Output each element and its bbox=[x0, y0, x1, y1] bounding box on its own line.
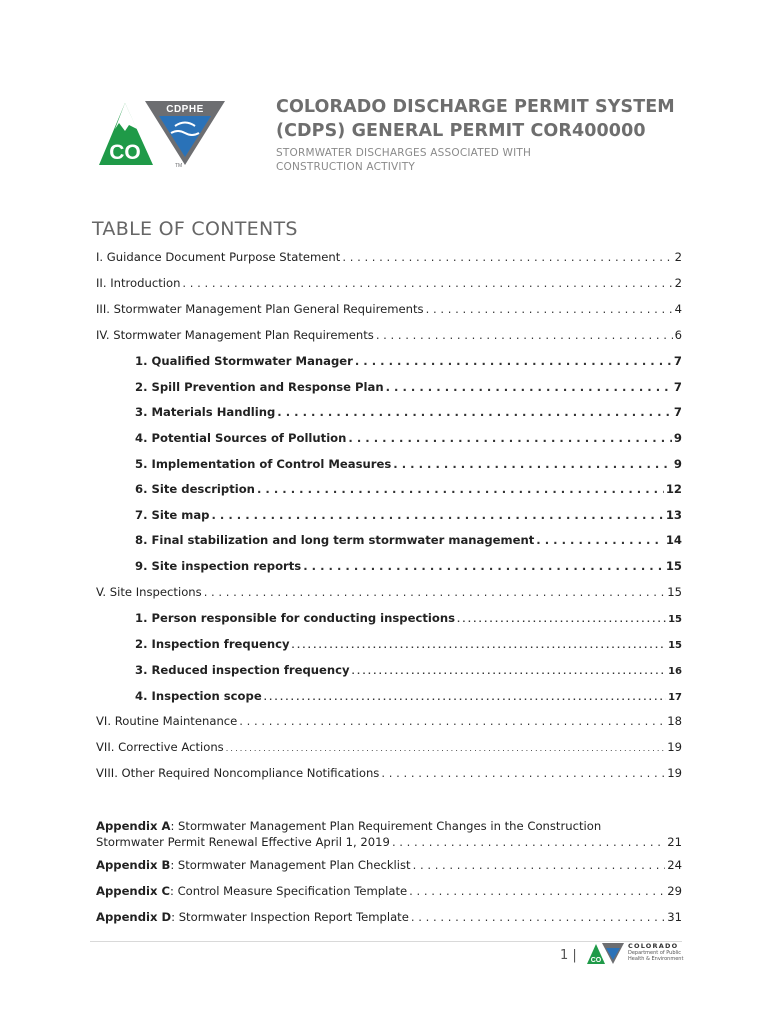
toc-leader bbox=[352, 667, 666, 676]
toc-entry-label: 3. Reduced inspection frequency bbox=[135, 663, 350, 677]
toc-entry-label: I. Guidance Document Purpose Statement bbox=[96, 250, 341, 264]
appendix-text: : Control Measure Specification Template bbox=[169, 884, 408, 898]
document-header bbox=[276, 95, 696, 174]
toc-subentry[interactable] bbox=[135, 431, 682, 449]
toc-leader bbox=[376, 328, 673, 342]
toc-entry-label: 2. Inspection frequency bbox=[135, 637, 290, 651]
toc-leader bbox=[411, 910, 665, 924]
appendix-page: 31 bbox=[667, 910, 682, 924]
toc-subentry[interactable] bbox=[135, 611, 682, 629]
toc-entry-page: 15 bbox=[668, 614, 682, 625]
toc-entry-label: IV. Stormwater Management Plan Requirements bbox=[96, 328, 374, 342]
toc-entry-page: 4 bbox=[674, 302, 682, 316]
footer-org-line2: Department of Public bbox=[628, 950, 682, 956]
toc-subentry[interactable] bbox=[135, 482, 682, 500]
toc-leader bbox=[392, 835, 665, 849]
toc-entry[interactable] bbox=[96, 276, 682, 294]
toc-entry-label: III. Stormwater Management Plan General Requirements bbox=[96, 302, 424, 316]
toc-entry-page: 15 bbox=[668, 640, 682, 651]
toc-subentry[interactable] bbox=[135, 380, 682, 398]
toc-leader bbox=[457, 615, 666, 624]
appendix-page: 21 bbox=[667, 835, 682, 849]
toc-entry-label: 8. Final stabilization and long term stormwater management bbox=[135, 533, 535, 547]
toc-entry[interactable] bbox=[96, 740, 682, 758]
toc-leader bbox=[348, 431, 672, 445]
appendix-text: : Stormwater Inspection Report Template bbox=[171, 910, 409, 924]
toc-entry[interactable] bbox=[96, 766, 682, 784]
toc-entry-label: 5. Implementation of Control Measures bbox=[135, 457, 392, 471]
toc-subentry[interactable] bbox=[135, 689, 682, 707]
appendix-label: Appendix D bbox=[96, 910, 172, 924]
toc-entry[interactable] bbox=[96, 250, 682, 268]
cdphe-logo bbox=[97, 99, 227, 169]
toc-leader bbox=[342, 250, 672, 264]
toc-entry-page: 12 bbox=[665, 482, 682, 496]
toc-entry-page: 13 bbox=[665, 508, 682, 522]
toc-leader bbox=[292, 641, 667, 650]
toc-entry-label: VIII. Other Required Noncompliance Notifications bbox=[96, 766, 380, 780]
logo-tm-text: TM bbox=[175, 163, 183, 169]
toc-entry-page: 17 bbox=[668, 692, 682, 703]
toc-entry-page: 19 bbox=[667, 766, 682, 780]
toc-entry-page: 9 bbox=[673, 457, 682, 471]
toc-leader bbox=[355, 354, 672, 368]
appendix-label: Appendix B bbox=[96, 858, 171, 872]
toc-entry-label: 1. Qualified Stormwater Manager bbox=[135, 354, 353, 368]
toc-subentry[interactable] bbox=[135, 508, 682, 526]
appendix-page: 24 bbox=[667, 858, 682, 872]
toc-entry-page: 19 bbox=[667, 740, 682, 754]
toc-subentry[interactable] bbox=[135, 354, 682, 372]
toc-entry-label: 6. Site description bbox=[135, 482, 255, 496]
toc-leader bbox=[257, 482, 664, 496]
toc-entry-label: VII. Corrective Actions bbox=[96, 740, 224, 754]
toc-entry-label: II. Introduction bbox=[96, 276, 181, 290]
appendix-text-cont: Stormwater Permit Renewal Effective April 1, 2019 bbox=[96, 835, 390, 849]
toc-leader bbox=[393, 457, 672, 471]
toc-leader bbox=[386, 380, 672, 394]
toc-leader bbox=[277, 405, 672, 419]
toc-entry-label: 2. Spill Prevention and Response Plan bbox=[135, 380, 384, 394]
appendix-a-entry[interactable] bbox=[96, 817, 682, 853]
permit-title-line2: (CDPS) GENERAL PERMIT COR400000 bbox=[276, 121, 646, 141]
logo-cdphe-text: CDPHE bbox=[166, 104, 204, 115]
toc-leader bbox=[264, 693, 666, 702]
toc-entry-page: 9 bbox=[673, 431, 682, 445]
appendix-c-entry[interactable] bbox=[96, 884, 682, 902]
toc-entry[interactable] bbox=[96, 585, 682, 603]
toc-leader bbox=[413, 858, 666, 872]
toc-entry-label: V. Site Inspections bbox=[96, 585, 202, 599]
svg-text:CO: CO bbox=[590, 957, 602, 964]
permit-subtitle-line2: CONSTRUCTION ACTIVITY bbox=[276, 161, 415, 173]
toc-entry-label: 4. Potential Sources of Pollution bbox=[135, 431, 347, 445]
toc-entry-page: 14 bbox=[665, 533, 682, 547]
toc-leader bbox=[226, 744, 666, 753]
toc-entry-page: 7 bbox=[673, 380, 682, 394]
toc-leader bbox=[426, 302, 673, 316]
toc-entry-page: 2 bbox=[674, 250, 682, 264]
toc-entry-page: 6 bbox=[674, 328, 682, 342]
toc-entry-page: 7 bbox=[673, 354, 682, 368]
toc-entry-label: 7. Site map bbox=[135, 508, 210, 522]
toc-subentry[interactable] bbox=[135, 533, 682, 551]
appendix-label: Appendix A bbox=[96, 819, 171, 833]
toc-entry-label: 3. Materials Handling bbox=[135, 405, 276, 419]
toc-entry-page: 2 bbox=[674, 276, 682, 290]
toc-leader bbox=[409, 884, 665, 898]
permit-subtitle bbox=[276, 146, 696, 174]
appendix-b-entry[interactable] bbox=[96, 858, 682, 876]
toc-leader bbox=[303, 559, 664, 573]
toc-title: TABLE OF CONTENTS bbox=[92, 218, 298, 240]
appendix-a-line1 bbox=[96, 817, 682, 835]
appendix-d-entry[interactable] bbox=[96, 910, 682, 928]
toc-entry-page: 7 bbox=[673, 405, 682, 419]
toc-entry-label: 9. Site inspection reports bbox=[135, 559, 302, 573]
toc-entry-label: VI. Routine Maintenance bbox=[96, 714, 238, 728]
footer-org-block bbox=[628, 942, 688, 962]
toc-subentry[interactable] bbox=[135, 637, 682, 655]
permit-subtitle-line1: STORMWATER DISCHARGES ASSOCIATED WITH bbox=[276, 147, 532, 159]
toc-subentry[interactable] bbox=[135, 663, 682, 681]
appendix-text: : Stormwater Management Plan Requirement Changes in the Construction bbox=[170, 819, 602, 833]
appendix-label: Appendix C bbox=[96, 884, 170, 898]
toc-entry-page: 15 bbox=[667, 585, 682, 599]
toc-entry-page: 16 bbox=[668, 666, 682, 677]
toc-entry[interactable] bbox=[96, 328, 682, 346]
toc-subentry[interactable] bbox=[135, 559, 682, 577]
toc-subentry[interactable] bbox=[135, 457, 682, 475]
toc-leader bbox=[204, 585, 666, 599]
toc-entry[interactable] bbox=[96, 714, 682, 732]
toc-entry-label: 1. Person responsible for conducting inspections bbox=[135, 611, 455, 625]
appendix-text: : Stormwater Management Plan Checklist bbox=[170, 858, 411, 872]
footer-logo-icon bbox=[586, 942, 626, 966]
toc-entry-label: 4. Inspection scope bbox=[135, 689, 262, 703]
toc-entry-page: 15 bbox=[665, 559, 682, 573]
footer-org-line3: Health & Environment bbox=[628, 956, 684, 962]
footer-org-name: COLORADO bbox=[628, 942, 679, 950]
toc-entry[interactable] bbox=[96, 302, 682, 320]
toc-leader bbox=[536, 533, 664, 547]
toc-leader bbox=[239, 714, 665, 728]
toc-subentry[interactable] bbox=[135, 405, 682, 423]
permit-title-line1: COLORADO DISCHARGE PERMIT SYSTEM bbox=[276, 97, 675, 117]
toc-leader bbox=[211, 508, 663, 522]
toc-entry-page: 18 bbox=[667, 714, 682, 728]
page-number: 1 | bbox=[560, 948, 577, 963]
appendix-page: 29 bbox=[667, 884, 682, 898]
appendix-a-line2 bbox=[96, 835, 682, 853]
logo-co-text: CO bbox=[109, 141, 141, 164]
toc-leader bbox=[182, 276, 672, 290]
toc-leader bbox=[381, 766, 665, 780]
